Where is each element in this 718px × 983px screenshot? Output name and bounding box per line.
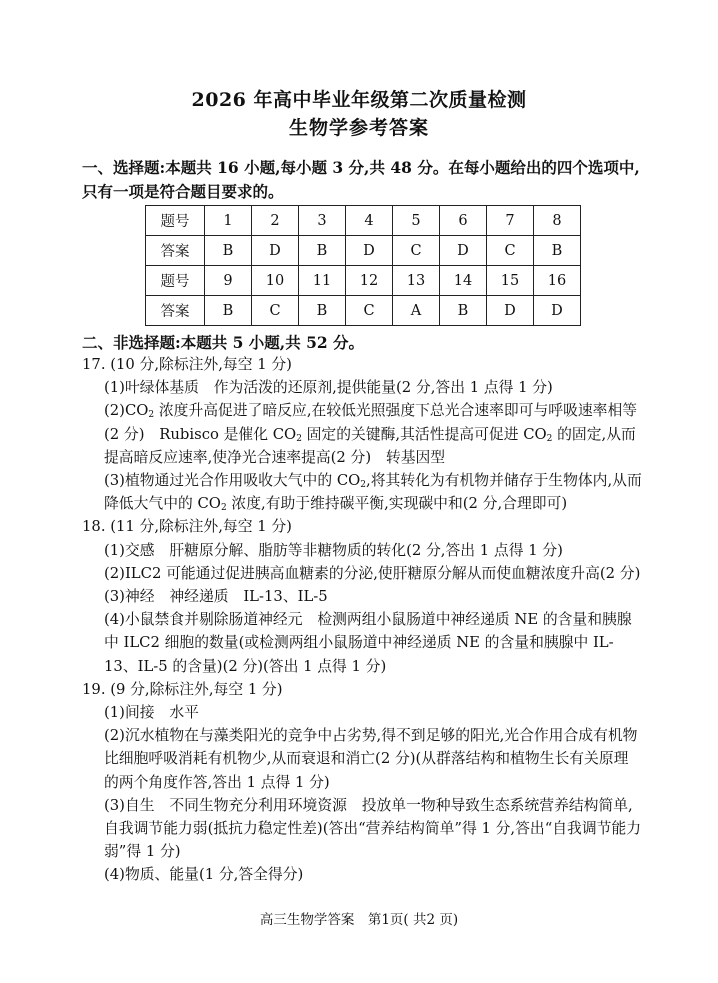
answer-table-cell: A xyxy=(393,296,440,326)
answer-table-cell: C xyxy=(252,296,299,326)
section2-heading: 二、非选择题:本题共 5 小题,共 52 分。 xyxy=(82,333,365,352)
q19-heading: 19. (9 分,除标注外,每空 1 分) xyxy=(82,680,283,698)
answer-table-cell: 12 xyxy=(346,266,393,296)
q17-heading: 17. (10 分,除标注外,每空 1 分) xyxy=(82,356,292,373)
answer-table-cell: 10 xyxy=(252,266,299,296)
answer-table-cell: 16 xyxy=(534,266,581,296)
answer-table-row-header: 答案 xyxy=(146,236,205,266)
answer-table-cell: 2 xyxy=(252,206,299,236)
answer-table-cell: D xyxy=(252,236,299,266)
section1-heading: 一、选择题:本题共 16 小题,每小题 3 分,共 48 分。在每小题给出的四个选项中,只有一项是符合题目要求的。 xyxy=(82,158,640,201)
q18-answer-2: (2)ILC2 可能通过促进胰高血糖素的分泌,使肝糖原分解从而使血糖浓度升高(2 分) xyxy=(104,564,641,582)
q19-answer-3: (3)自生 不同生物充分利用环境资源 投放单一物种导致生态系统营养结构简单,自我调节能力弱(抵抗力稳定性差)(答出“营养结构简单”得 1 分,答出“自我调节能力弱”得 1 分) xyxy=(104,796,642,861)
answer-table-cell: 15 xyxy=(487,266,534,296)
answer-table-cell: B xyxy=(205,236,252,266)
answer-table xyxy=(145,205,581,326)
answer-table-row-header: 题号 xyxy=(146,206,205,236)
q18-heading: 18. (11 分,除标注外,每空 1 分) xyxy=(82,518,292,536)
q17-answer-2: $(2)CO_2$ 浓度升高促进了暗反应,在较低光照强度下总光合速率即可与呼吸速率相等(2 分) Rubisco 是催化 $CO_2$ 固定的关键酶,其活性提高可促进 $CO_2$ 的固定,从而提高暗反应速率,使净光合速率提高(2 分) 转基因型 xyxy=(104,402,638,466)
q18-answer-1: (1)交感 肝糖原分解、脂肪等非糖物质的转化(2 分,答出 1 点得 1 分) xyxy=(104,541,563,559)
answer-table-cell: 14 xyxy=(440,266,487,296)
q18-answer-3: (3)神经 神经递质 IL-13、IL-5 xyxy=(104,588,328,606)
q18-answer-4: (4)小鼠禁食并剔除肠道神经元 检测两组小鼠肠道中神经递质 NE 的含量和胰腺中 ILC2 细胞的数量(或检测两组小鼠肠道中神经递质 NE 的含量和胰腺中 IL-13、IL-5 的含量)(2 分)(答出 1 点得 1 分) xyxy=(104,611,632,675)
answer-table-cell: B xyxy=(534,236,581,266)
answer-table-cell: B xyxy=(299,236,346,266)
answer-table-cell: B xyxy=(299,296,346,326)
answer-table-cell: 11 xyxy=(299,266,346,296)
answer-table-row xyxy=(146,266,581,296)
page-footer: 高三生物学答案 第1页( 共2 页) xyxy=(259,912,459,928)
answer-table-cell: 9 xyxy=(205,266,252,296)
answer-table-row xyxy=(146,236,581,266)
answers-body xyxy=(82,353,642,887)
answer-table-row-header: 题号 xyxy=(146,266,205,296)
answer-table-cell: B xyxy=(205,296,252,326)
q17-answer-1: (1)叶绿体基质 作为活泼的还原剂,提供能量(2 分,答出 1 点得 1 分) xyxy=(104,379,553,397)
answer-table-cell: D xyxy=(534,296,581,326)
q17-answer-3: (3)植物通过光合作用吸收大气中的 $CO_2$,将其转化为有机物并储存于生物体内,从而降低大气中的 $CO_2$ 浓度,有助于维持碳平衡,实现碳中和(2 分,合理即可) xyxy=(104,472,642,514)
answer-table-cell: 7 xyxy=(487,206,534,236)
answer-table-cell: 1 xyxy=(205,206,252,236)
answer-table-cell: B xyxy=(440,296,487,326)
answer-table-cell: C xyxy=(346,296,393,326)
q19-answer-2: (2)沉水植物在与藻类阳光的竞争中占劣势,得不到足够的阳光,光合作用合成有机物比细胞呼吸消耗有机物少,从而衰退和消亡(2 分)(从群落结构和植物生长有关原理的两个角度作答,答出 1 点得 1 分) xyxy=(104,727,638,791)
q19-answer-1: (1)间接 水平 xyxy=(104,704,199,722)
answer-table-row xyxy=(146,206,581,236)
document-title: 2026 年高中毕业年级第二次质量检测 xyxy=(191,89,527,111)
answer-table-row-header: 答案 xyxy=(146,296,205,326)
document-subtitle: 生物学参考答案 xyxy=(288,117,429,139)
answer-table-cell: C xyxy=(393,236,440,266)
answer-table-cell: D xyxy=(346,236,393,266)
answer-table-cell: 6 xyxy=(440,206,487,236)
answer-table-row xyxy=(146,296,581,326)
answer-table-cell: 4 xyxy=(346,206,393,236)
answer-table-cell: 5 xyxy=(393,206,440,236)
q19-answer-4: (4)物质、能量(1 分,答全得分) xyxy=(104,866,304,884)
answer-table-cell: D xyxy=(487,296,534,326)
answer-table-cell: 3 xyxy=(299,206,346,236)
answer-table-cell: D xyxy=(440,236,487,266)
answer-table-cell: 8 xyxy=(534,206,581,236)
answer-table-cell: 13 xyxy=(393,266,440,296)
answer-table-cell: C xyxy=(487,236,534,266)
